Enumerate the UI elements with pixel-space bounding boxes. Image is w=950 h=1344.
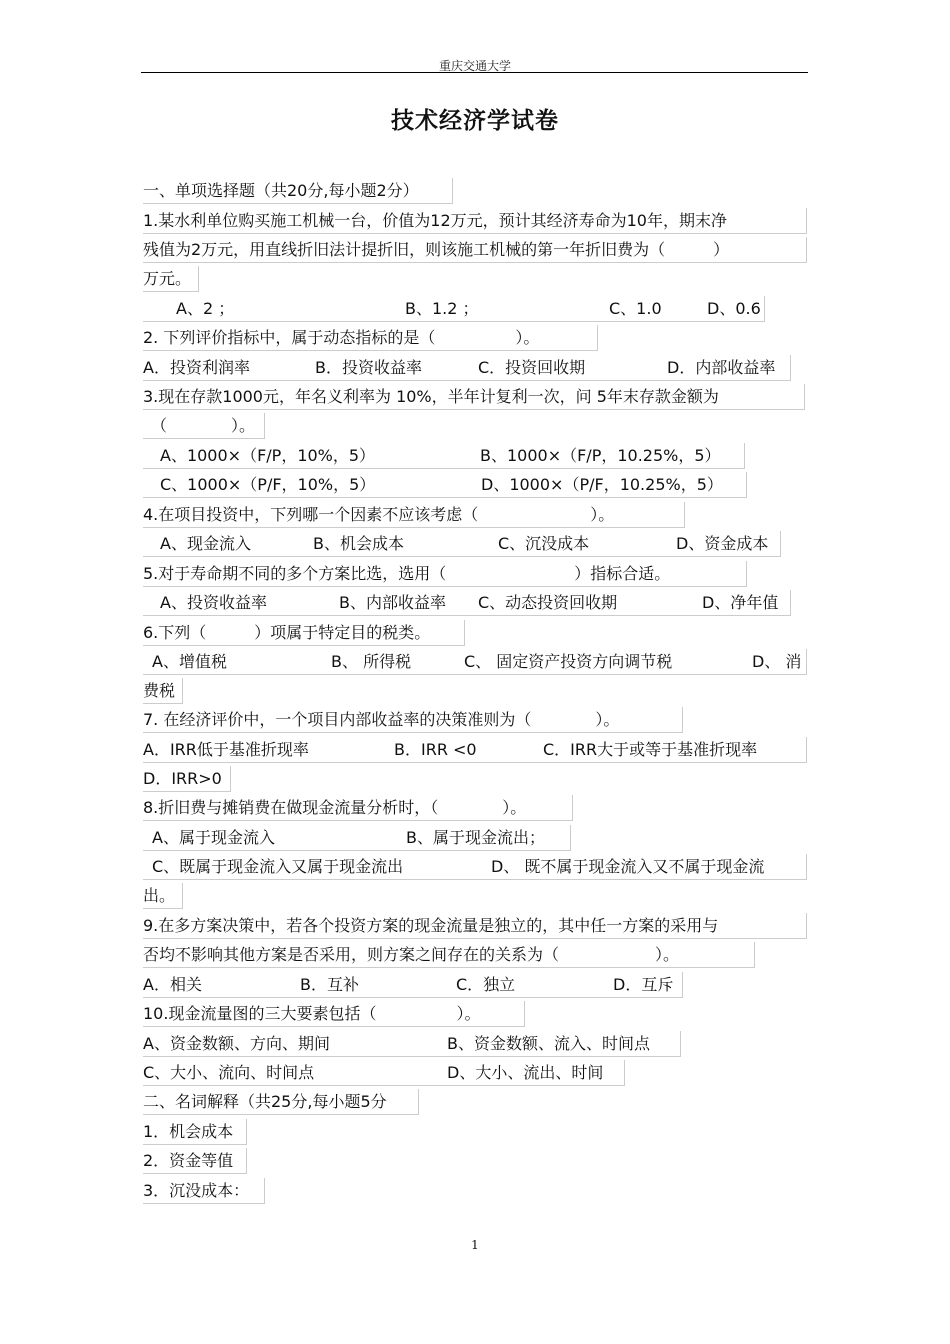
- option-d: D、净年值: [702, 593, 779, 612]
- question-7-option-d: D．IRR>0: [143, 766, 231, 792]
- option-c: C．投资回收期: [478, 358, 586, 377]
- option-c: C．IRR大于或等于基准折现率: [543, 740, 758, 759]
- option-a: A、1000×（F/P，10%，5）: [160, 446, 376, 465]
- option-a: A、属于现金流入: [152, 828, 275, 847]
- option-b: B、机会成本: [313, 534, 404, 553]
- exam-title: 技术经济学试卷: [391, 107, 559, 134]
- section-2-heading: 二、名词解释（共25分,每小题5分: [143, 1089, 419, 1115]
- term-2: 2．资金等值: [143, 1148, 247, 1174]
- option-a: A、现金流入: [160, 534, 251, 553]
- question-6-line-1: 6.下列（ ）项属于特定目的税类。: [143, 620, 465, 646]
- question-8-line-1: 8.折旧费与摊销费在做现金流量分析时，（ ）。: [143, 795, 573, 821]
- question-2-line-1: 2. 下列评价指标中，属于动态指标的是（ ）。: [143, 325, 598, 351]
- option-b: B、资金数额、流入、时间点: [447, 1034, 650, 1053]
- header-rule: [141, 72, 808, 73]
- option-d: D．内部收益率: [667, 358, 776, 377]
- option-c: C、大小、流向、时间点: [143, 1063, 315, 1082]
- option-c: C、 固定资产投资方向调节税: [464, 652, 673, 671]
- section-1-heading: 一、单项选择题（共20分,每小题2分）: [143, 178, 453, 204]
- question-10-line-1: 10.现金流量图的三大要素包括（ ）。: [143, 1001, 525, 1027]
- option-d: D、1000×（P/F，10.25%，5）: [481, 475, 723, 494]
- question-3-line-2: （ ）。: [143, 413, 265, 439]
- question-9-line-1: 9.在多方案决策中，若各个投资方案的现金流量是独立的，其中任一方案的采用与: [143, 913, 807, 939]
- question-2-options: [143, 355, 791, 381]
- option-c: C、动态投资回收期: [478, 593, 618, 612]
- question-8-options-cd: [143, 854, 807, 880]
- question-9-line-2: 否均不影响其他方案是否采用，则方案之间存在的关系为（ ）。: [143, 942, 755, 968]
- question-3-options-cd: [143, 472, 747, 498]
- option-c: C、1000×（P/F，10%，5）: [160, 475, 376, 494]
- question-8-options-ab: [143, 825, 571, 851]
- option-d: D．互斥: [613, 975, 674, 994]
- option-b: B、1000×（F/P，10.25%，5）: [480, 446, 721, 465]
- option-c: C、沉没成本: [498, 534, 590, 553]
- question-8-line-3: 出。: [143, 883, 183, 909]
- option-a: A．相关: [143, 975, 202, 994]
- question-3-options-ab: [143, 443, 745, 469]
- question-10-options-ab: [143, 1031, 681, 1057]
- question-7-line-1: 7. 在经济评价中，一个项目内部收益率的决策准则为（ ）。: [143, 707, 683, 733]
- option-a: A、资金数额、方向、期间: [143, 1034, 330, 1053]
- page-header: 重庆交通大学: [438, 59, 511, 73]
- question-9-options: [143, 972, 683, 998]
- question-1-line-3: 万元。: [143, 266, 199, 292]
- option-d: D、大小、流出、时间: [447, 1063, 604, 1082]
- page-number: 1: [471, 1238, 479, 1252]
- option-c: C．独立: [456, 975, 516, 994]
- option-c: C、既属于现金流入又属于现金流出: [152, 857, 404, 876]
- question-6-line-3: 费税: [143, 678, 183, 704]
- question-1-options: [143, 296, 765, 322]
- option-c: C、1.0: [609, 299, 662, 318]
- question-10-options-cd: [143, 1060, 625, 1086]
- option-d: D、 既不属于现金流入又不属于现金流: [491, 857, 765, 876]
- option-b: B．IRR <0: [394, 740, 477, 759]
- option-b: B、1.2 ；: [405, 299, 479, 318]
- question-6-options: [143, 649, 807, 675]
- question-5-line-1: 5.对于寿命期不同的多个方案比选，选用（ ）指标合适。: [143, 561, 747, 587]
- option-d: D、 消: [752, 652, 802, 671]
- option-b: B、 所得税: [331, 652, 412, 671]
- option-b: B、内部收益率: [339, 593, 446, 612]
- question-4-line-1: 4.在项目投资中，下列哪一个因素不应该考虑（ ）。: [143, 502, 685, 528]
- term-3: 3．沉没成本：: [143, 1178, 265, 1204]
- option-a: A．IRR低于基准折现率: [143, 740, 309, 759]
- option-a: A、增值税: [152, 652, 227, 671]
- question-7-options-abc: [143, 737, 807, 763]
- question-5-options: [143, 590, 791, 616]
- question-3-line-1: 3.现在存款1000元，年名义利率为 10%，半年计复利一次，问 5年末存款金额为: [143, 384, 805, 410]
- option-d: D、0.6: [707, 299, 761, 318]
- question-1-line-1: 1.某水利单位购买施工机械一台，价值为12万元，预计其经济寿命为10年，期末净: [143, 208, 807, 234]
- option-a: A、2 ；: [176, 299, 235, 318]
- term-1: 1．机会成本: [143, 1119, 247, 1145]
- question-1-line-2: 残值为2万元，用直线折旧法计提折旧，则该施工机械的第一年折旧费为（ ）: [143, 237, 807, 263]
- option-b: B．互补: [300, 975, 359, 994]
- option-a: A、投资收益率: [160, 593, 267, 612]
- option-b: B．投资收益率: [315, 358, 422, 377]
- option-d: D、资金成本: [676, 534, 769, 553]
- question-4-options: [143, 531, 781, 557]
- option-b: B、属于现金流出；: [406, 828, 545, 847]
- option-a: A．投资利润率: [143, 358, 250, 377]
